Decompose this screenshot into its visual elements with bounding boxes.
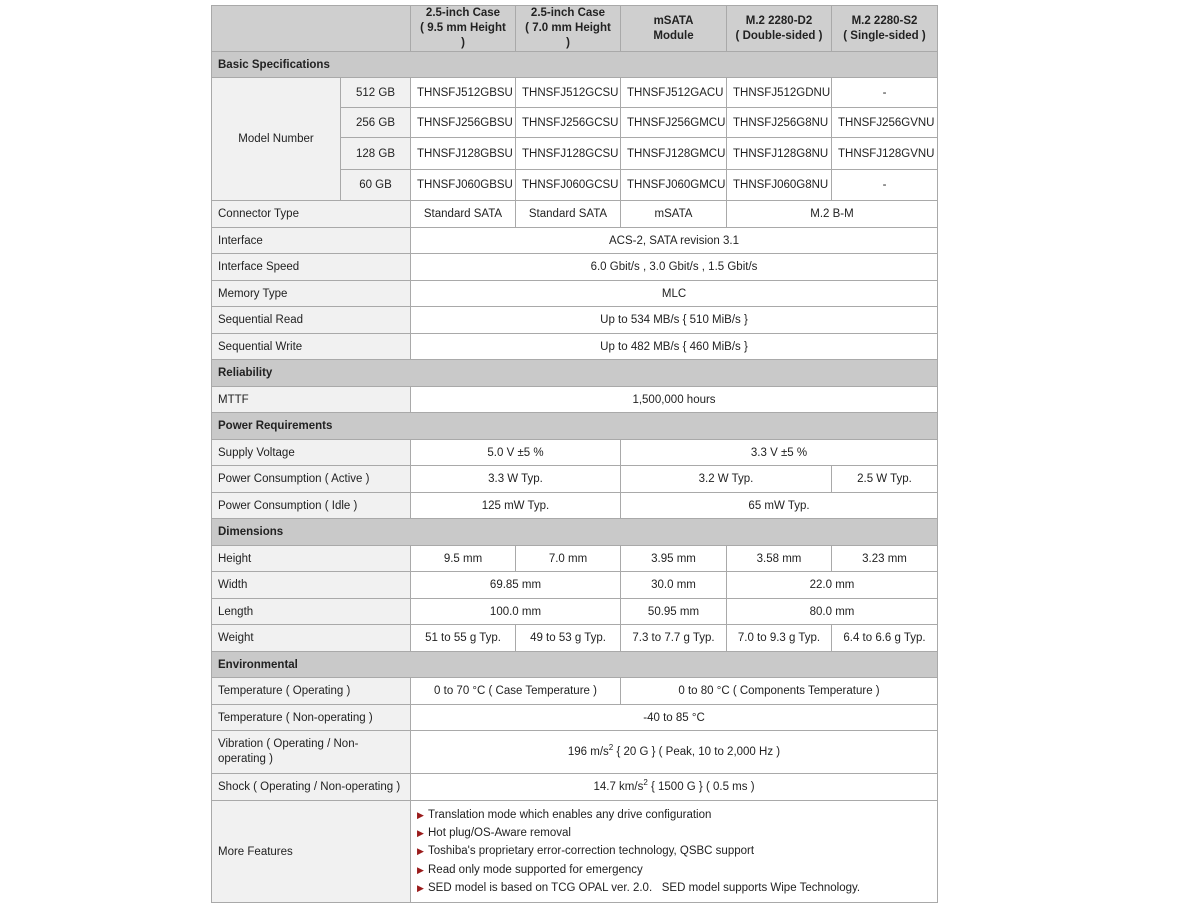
value-cell: 3.3 V ±5 % [621, 440, 938, 466]
table-row [212, 678, 938, 705]
model-cell: THNSFJ512GBSU [411, 78, 516, 108]
value-cell: Up to 534 MB/s { 510 MiB/s } [411, 307, 938, 334]
list-item [417, 806, 931, 824]
header-msata [621, 6, 727, 52]
feature-text: Hot plug/OS-Aware removal [428, 827, 571, 840]
header-line: M.2 2280-S2 [851, 14, 918, 27]
row-label: Weight [212, 625, 411, 652]
value-cell: 49 to 53 g Typ. [516, 625, 621, 652]
feature-text: SED model is based on TCG OPAL ver. 2.0. SED model supports Wipe Technology. [428, 881, 861, 894]
table-row [212, 466, 938, 493]
bullet-icon: ▶ [417, 846, 424, 857]
table-row [212, 78, 938, 108]
header-line: ( 7.0 mm Height ) [525, 22, 611, 49]
table-row [212, 546, 938, 572]
table-row [212, 493, 938, 519]
model-cell: THNSFJ512GCSU [516, 78, 621, 108]
table-row [212, 572, 938, 599]
bullet-icon: ▶ [417, 809, 424, 820]
section-environmental: Environmental [212, 652, 938, 678]
model-cell: THNSFJ512GDNU [727, 78, 832, 108]
value-cell: 7.0 mm [516, 546, 621, 572]
model-cell: THNSFJ128GBSU [411, 138, 516, 170]
value-cell: MLC [411, 281, 938, 307]
value-cell: Up to 482 MB/s { 460 MiB/s } [411, 334, 938, 360]
value-cell: Standard SATA [516, 201, 621, 228]
model-cell: THNSFJ256GCSU [516, 108, 621, 138]
row-label: Temperature ( Operating ) [212, 678, 411, 705]
value-cell: 100.0 mm [411, 599, 621, 625]
value-cell: 65 mW Typ. [621, 493, 938, 519]
value-cell: 1,500,000 hours [411, 387, 938, 413]
row-label: Height [212, 546, 411, 572]
model-cell: THNSFJ128GVNU [832, 138, 938, 170]
value-cell: M.2 B-M [727, 201, 938, 228]
header-row [212, 6, 938, 52]
header-25-70 [516, 6, 621, 52]
header-line: mSATA [653, 14, 694, 27]
row-label: Supply Voltage [212, 440, 411, 466]
value-cell: 30.0 mm [621, 572, 727, 599]
features-cell [411, 801, 938, 903]
feature-text: Read only mode supported for emergency [428, 863, 643, 876]
value-cell: 3.58 mm [727, 546, 832, 572]
vibration-value-rest: { 20 G } ( Peak, 10 to 2,000 Hz ) [613, 746, 781, 758]
shock-value-rest: { 1500 G } ( 0.5 ms ) [647, 781, 755, 793]
model-number-label: Model Number [212, 78, 341, 201]
bullet-icon: ▶ [417, 864, 424, 875]
section-basic: Basic Specifications [212, 52, 938, 78]
table-row [212, 625, 938, 652]
table-row [212, 440, 938, 466]
spec-table [211, 5, 938, 903]
model-cell: THNSFJ128G8NU [727, 138, 832, 170]
row-label: Memory Type [212, 281, 411, 307]
table-row [212, 731, 938, 774]
section-dimensions: Dimensions [212, 519, 938, 546]
header-corner [212, 6, 411, 52]
model-cell: THNSFJ256GBSU [411, 108, 516, 138]
shock-value: 14.7 km/s [593, 781, 644, 793]
value-cell: 2.5 W Typ. [832, 466, 938, 493]
row-label: Interface Speed [212, 254, 411, 281]
row-label: Shock ( Operating / Non-operating ) [212, 774, 411, 801]
model-cell: THNSFJ060GCSU [516, 170, 621, 201]
list-item [417, 842, 931, 860]
value-cell: 69.85 mm [411, 572, 621, 599]
row-label: Connector Type [212, 201, 411, 228]
row-label: Length [212, 599, 411, 625]
features-list [417, 806, 931, 897]
model-cell: THNSFJ256G8NU [727, 108, 832, 138]
value-cell: -40 to 85 °C [411, 705, 938, 731]
value-cell: 6.0 Gbit/s , 3.0 Gbit/s , 1.5 Gbit/s [411, 254, 938, 281]
value-cell [411, 731, 938, 774]
list-item [417, 879, 931, 897]
header-line: 2.5-inch Case [530, 7, 606, 19]
table-row [212, 307, 938, 334]
bullet-icon: ▶ [417, 882, 424, 893]
model-cell: THNSFJ256GVNU [832, 108, 938, 138]
model-cell: - [832, 78, 938, 108]
table-row [212, 599, 938, 625]
value-cell: 50.95 mm [621, 599, 727, 625]
table-row [212, 801, 938, 903]
value-cell: ACS-2, SATA revision 3.1 [411, 228, 938, 254]
value-cell: 6.4 to 6.6 g Typ. [832, 625, 938, 652]
feature-text: Translation mode which enables any drive configuration [428, 808, 712, 821]
row-label: Temperature ( Non-operating ) [212, 705, 411, 731]
model-cell: THNSFJ128GMCU [621, 138, 727, 170]
value-cell: 5.0 V ±5 % [411, 440, 621, 466]
header-line: ( Single-sided ) [843, 29, 926, 42]
header-m2-d2 [727, 6, 832, 52]
model-cell: THNSFJ128GCSU [516, 138, 621, 170]
value-cell: 3.95 mm [621, 546, 727, 572]
table-row [212, 254, 938, 281]
table-row [212, 334, 938, 360]
superscript: 2 [643, 778, 648, 788]
feature-text: Toshiba's proprietary error-correction technology, QSBC support [428, 845, 755, 858]
model-cell: THNSFJ060GMCU [621, 170, 727, 201]
header-m2-s2 [832, 6, 938, 52]
table-row [212, 774, 938, 801]
superscript: 2 [608, 743, 614, 753]
value-cell: 3.3 W Typ. [411, 466, 621, 493]
row-label: Power Consumption ( Active ) [212, 466, 411, 493]
model-cell: THNSFJ512GACU [621, 78, 727, 108]
value-cell: 51 to 55 g Typ. [411, 625, 516, 652]
table-row [212, 228, 938, 254]
value-cell: 3.2 W Typ. [621, 466, 832, 493]
table-row [212, 705, 938, 731]
value-cell: 0 to 80 °C ( Components Temperature ) [621, 678, 938, 705]
row-label: Power Consumption ( Idle ) [212, 493, 411, 519]
capacity-cell: 128 GB [341, 138, 411, 170]
header-line: Module [653, 29, 694, 42]
list-item [417, 861, 931, 879]
row-label: Sequential Read [212, 307, 411, 334]
value-cell: mSATA [621, 201, 727, 228]
value-cell: 80.0 mm [727, 599, 938, 625]
row-label: Sequential Write [212, 334, 411, 360]
capacity-cell: 512 GB [341, 78, 411, 108]
value-cell [411, 774, 938, 801]
bullet-icon: ▶ [417, 828, 424, 839]
value-cell: 3.23 mm [832, 546, 938, 572]
capacity-cell: 60 GB [341, 170, 411, 201]
value-cell: Standard SATA [411, 201, 516, 228]
value-cell: 0 to 70 °C ( Case Temperature ) [411, 678, 621, 705]
row-label: MTTF [212, 387, 411, 413]
row-label: Vibration ( Operating / Non-operating ) [212, 731, 411, 774]
vibration-value: 196 m/s [567, 746, 609, 758]
table-row [212, 201, 938, 228]
value-cell: 22.0 mm [727, 572, 938, 599]
row-label: More Features [212, 801, 411, 903]
value-cell: 125 mW Typ. [411, 493, 621, 519]
value-cell: 7.0 to 9.3 g Typ. [727, 625, 832, 652]
section-reliability: Reliability [212, 360, 938, 387]
model-cell: THNSFJ256GMCU [621, 108, 727, 138]
row-label: Interface [212, 228, 411, 254]
model-cell: THNSFJ060GBSU [411, 170, 516, 201]
capacity-cell: 256 GB [341, 108, 411, 138]
header-line: ( Double-sided ) [735, 29, 823, 42]
table-row [212, 387, 938, 413]
table-row [212, 281, 938, 307]
section-power: Power Requirements [212, 413, 938, 440]
row-label: Width [212, 572, 411, 599]
header-line: ( 9.5 mm Height ) [420, 22, 506, 49]
header-line: M.2 2280-D2 [745, 14, 813, 27]
model-cell: - [832, 170, 938, 201]
list-item [417, 824, 931, 842]
value-cell: 9.5 mm [411, 546, 516, 572]
model-cell: THNSFJ060G8NU [727, 170, 832, 201]
value-cell: 7.3 to 7.7 g Typ. [621, 625, 727, 652]
header-line: 2.5-inch Case [425, 7, 501, 19]
header-25-95 [411, 6, 516, 52]
